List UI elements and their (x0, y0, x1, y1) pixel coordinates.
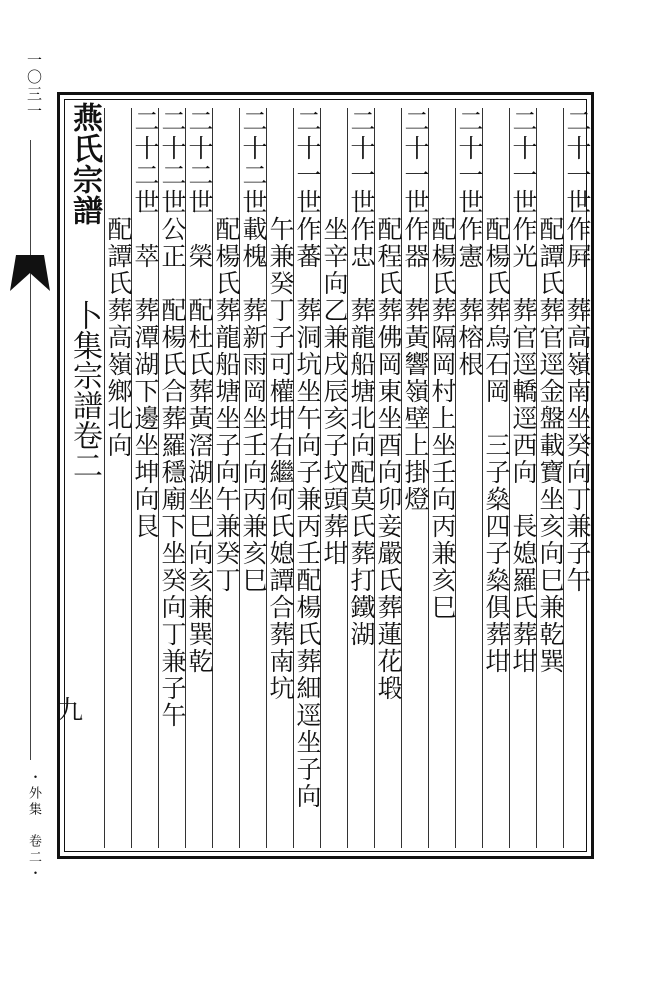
text-column: 配程氏葬佛岡東坐酉向卯妾嚴氏葬蓮花塅 (374, 108, 401, 848)
text-column: 二十二世載槐 葬新雨岡坐壬向丙兼亥巳 (239, 108, 266, 848)
text-column: 午兼癸丁子可權坩右繼何氏媳譚合葬南坑 (266, 108, 293, 848)
text-column: 二十一世作忠 葬龍船塘北向配莫氏葬打鐵湖 (347, 108, 374, 848)
margin-subtitle (60, 300, 100, 480)
columns-container (62, 96, 590, 854)
text-column: 二十一世作蕃 葬洞坑坐午向子兼丙壬配楊氏葬細逕坐子向 (293, 108, 320, 848)
text-column: 二十二世公正 配楊氏合葬羅穩廟下坐癸向丁兼子午 (158, 108, 185, 848)
text-column: 二十一世作器 葬黃響嶺壁上掛燈 (401, 108, 428, 848)
text-column: 坐辛向乙兼戌辰亥子坟頭葬坩 (320, 108, 347, 848)
margin-ornament: 九 (57, 696, 84, 726)
text-column: 配楊氏葬烏石岡 三子燊四子燊俱葬坩 (482, 108, 509, 848)
margin-title (60, 102, 100, 226)
text-column: 配楊氏葬隔岡村上坐壬向丙兼亥巳 (428, 108, 455, 848)
fish-tail-mark (10, 255, 50, 291)
text-column: 二十二世 榮 配杜氏葬黃滘湖坐巳向亥兼巽乾 (185, 108, 212, 848)
footer-label: ・外集 卷二・ (26, 770, 41, 882)
text-column: 二十二世 萃 葬潭湖下邊坐坤向艮 (131, 108, 158, 848)
margin-subtitle-text: 卜集宗譜卷二 (67, 300, 102, 480)
text-column: 配楊氏葬龍船塘坐子向午兼癸丁 (212, 108, 239, 848)
text-column: 二十一世作光 葬官逕轎逕西向 長媳羅氏葬坩 (509, 108, 536, 848)
side-rule (30, 140, 31, 760)
text-column: 配譚氏葬高嶺鄉北向 (104, 108, 131, 848)
page-number: 一〇三一 (25, 52, 43, 120)
text-column: 配譚氏葬官逕金盤載寶坐亥向巳兼乾巽 (536, 108, 563, 848)
text-column: 二十一世作屛 葬高嶺南坐癸向丁兼子午 (563, 108, 590, 848)
margin-title-text: 燕氏宗譜 (67, 102, 102, 226)
text-column: 二十一世作憲 葬榕根 (455, 108, 482, 848)
